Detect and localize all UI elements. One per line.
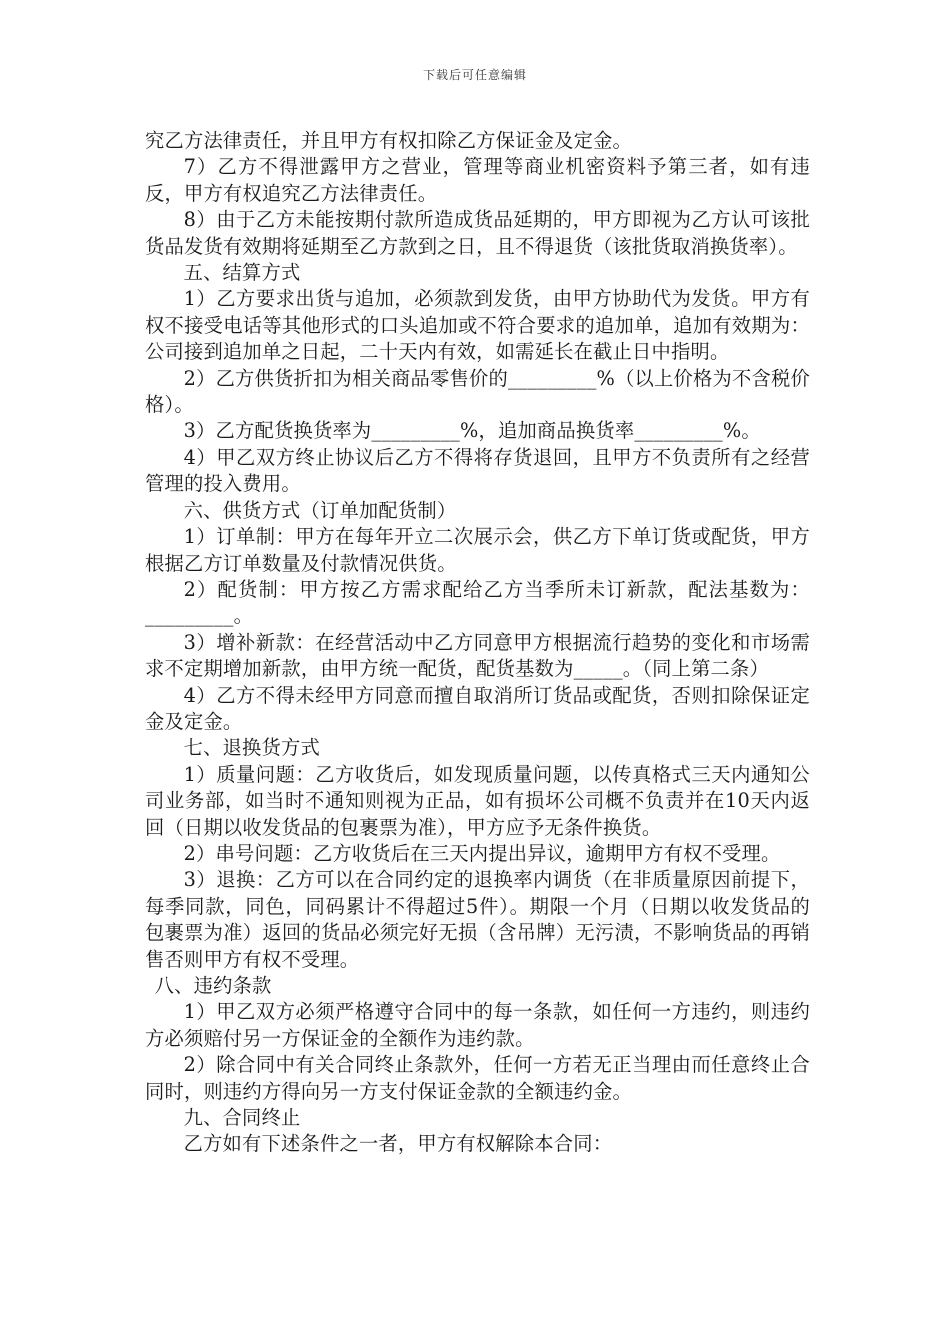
paragraph: 2）乙方供货折扣为相关商品零售价的_________%（以上价格为不含税价格）。 xyxy=(145,366,810,417)
paragraph: 1）订单制：甲方在每年开立二次展示会，供乙方下单订货或配货，甲方根据乙方订单数量及付款情况供货。 xyxy=(145,525,810,575)
paragraph: 1）质量问题：乙方收货后，如发现质量问题，以传真格式三天内通知公司业务部，如当时不通知则视为正品，如有损坏公司概不负责并在10天内返回（日期以收发货品的包裹票为准），甲方应予无条件换货。 xyxy=(145,762,810,839)
paragraph: 究乙方法律责任，并且甲方有权扣除乙方保证金及定金。 xyxy=(145,129,633,152)
header-note: 下载后可任意编辑 xyxy=(422,68,527,82)
paragraph: 1）甲乙双方必须严格遵守合同中的每一条款，如任何一方违约，则违约方必须赔付另一方保证金的全额作为违约款。 xyxy=(145,1000,810,1050)
section-heading: 五、结算方式 xyxy=(183,261,301,285)
paragraph: 4）甲乙双方终止协议后乙方不得将存货退回，且甲方不负责所有之经营管理的投入费用。 xyxy=(145,445,810,496)
paragraph: 1）乙方要求出货与追加，必须款到发货，由甲方协助代为发货。甲方有权不接受电话等其他形式的口头追加或不符合要求的追加单，追加有效期为：公司接到追加单之日起，二十天内有效，如需延长在截止日中指明。 xyxy=(145,287,810,364)
paragraph: 2）串号问题：乙方收货后在三天内提出异议，逾期甲方有权不受理。 xyxy=(183,841,781,865)
paragraph: 3）乙方配货换货率为_________%，追加商品换货率_________%。 xyxy=(183,419,761,443)
section-heading: 七、退换货方式 xyxy=(183,736,320,760)
paragraph: 3）增补新款：在经营活动中乙方同意甲方根据流行趋势的变化和市场需求不定期增加新款，由甲方统一配货，配货基数为_____。（同上第二条） xyxy=(145,630,810,681)
section-heading: 八、违约条款 xyxy=(154,974,272,997)
paragraph: 4）乙方不得未经甲方同意而擅自取消所订货品或配货，否则扣除保证定金及定金。 xyxy=(145,683,810,733)
paragraph: 7）乙方不得泄露甲方之营业，管理等商业机密资料予第三者，如有违反，甲方有权追究乙方法律责任。 xyxy=(145,155,810,205)
contract-body xyxy=(145,128,810,1158)
paragraph: 乙方如有下述条件之一者，甲方有权解除本合同： xyxy=(183,1132,613,1156)
section-heading: 六、供货方式（订单加配货制） xyxy=(183,498,457,522)
paragraph: 2）除合同中有关合同终止条款外，任何一方若无正当理由而任意终止合同时，则违约方得向另一方支付保证金款的全额违约金。 xyxy=(145,1053,810,1103)
paragraph: 8）由于乙方未能按期付款所造成货品延期的，甲方即视为乙方认可该批货品发货有效期将延期至乙方款到之日，且不得退货（该批货取消换货率）。 xyxy=(145,208,810,258)
paragraph: 3）退换：乙方可以在合同约定的退换率内调货（在非质量原因前提下，每季同款，同色，同码累计不得超过5件）。期限一个月（日期以收发货品的包裹票为准）返回的货品必须完好无损（含吊牌）无污渍，不影响货品的再销售否则甲方有权不受理。 xyxy=(145,868,810,971)
paragraph: 2）配货制：甲方按乙方需求配给乙方当季所未订新款，配法基数为：_________。 xyxy=(145,577,810,628)
section-heading: 九、合同终止 xyxy=(183,1106,301,1130)
